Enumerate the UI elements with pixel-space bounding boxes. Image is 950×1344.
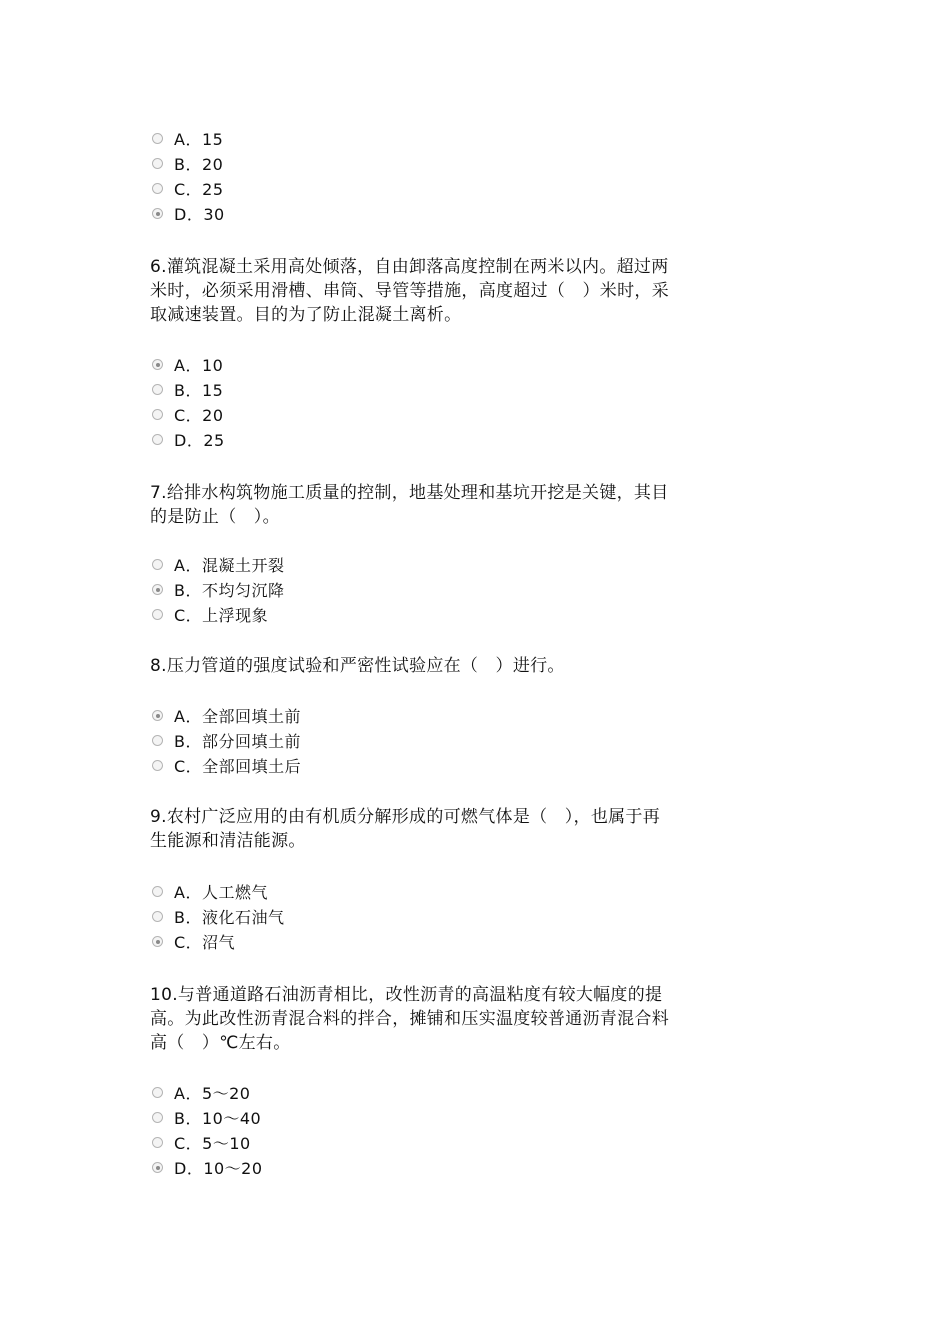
radio-button[interactable] [152, 1112, 163, 1123]
q10-option-b[interactable] [152, 1105, 261, 1130]
option-label: B．10～40 [174, 1109, 262, 1128]
option-label: A．5～20 [174, 1084, 251, 1103]
radio-button[interactable] [152, 133, 163, 144]
q10-option-c[interactable] [152, 1130, 251, 1155]
option-label: B．不均匀沉降 [174, 581, 285, 600]
option-label: D．25 [174, 431, 225, 450]
question-8 [150, 654, 800, 678]
question-10 [150, 983, 800, 1055]
question-line: 7.给排水构筑物施工质量的控制，地基处理和基坑开挖是关键，其目 [150, 483, 669, 503]
q8-option-b[interactable] [152, 728, 301, 753]
q9-option-a[interactable] [152, 879, 268, 904]
q7-option-a[interactable] [152, 552, 284, 577]
option-label: B．部分回填土前 [174, 732, 301, 751]
question-7 [150, 481, 800, 529]
radio-button[interactable] [152, 886, 163, 897]
option-label: A．15 [174, 130, 224, 149]
option-label: B．15 [174, 381, 224, 400]
radio-button[interactable] [152, 609, 163, 620]
question-line: 取减速装置。目的为了防止混凝土离析。 [150, 305, 462, 325]
radio-button[interactable] [152, 1162, 163, 1173]
radio-button[interactable] [152, 409, 163, 420]
option-label: C．5～10 [174, 1134, 251, 1153]
option-label: B．20 [174, 155, 224, 174]
radio-button[interactable] [152, 1137, 163, 1148]
q9-option-c[interactable] [152, 929, 235, 954]
question-line: 8.压力管道的强度试验和严密性试验应在（ ）进行。 [150, 656, 565, 676]
q6-option-c[interactable] [152, 402, 224, 427]
question-line: 10.与普通道路石油沥青相比，改性沥青的高温粘度有较大幅度的提 [150, 985, 663, 1005]
radio-button[interactable] [152, 735, 163, 746]
radio-button[interactable] [152, 584, 163, 595]
q9-option-b[interactable] [152, 904, 284, 929]
q7-option-c[interactable] [152, 602, 268, 627]
radio-button[interactable] [152, 359, 163, 370]
q5-option-b[interactable] [152, 151, 223, 176]
q5-option-c[interactable] [152, 176, 224, 201]
question-line: 高（ ）℃左右。 [150, 1033, 291, 1053]
q6-option-a[interactable] [152, 352, 223, 377]
radio-button[interactable] [152, 1087, 163, 1098]
q8-option-a[interactable] [152, 703, 301, 728]
radio-button[interactable] [152, 760, 163, 771]
option-label: A．全部回填土前 [174, 707, 301, 726]
question-line: 的是防止（ ）。 [150, 507, 280, 527]
question-line: 米时，必须采用滑槽、串筒、导管等措施，高度超过（ ）米时，采 [150, 281, 669, 301]
radio-button[interactable] [152, 710, 163, 721]
radio-button[interactable] [152, 384, 163, 395]
radio-button[interactable] [152, 183, 163, 194]
q10-option-a[interactable] [152, 1080, 251, 1105]
option-label: D．30 [174, 205, 225, 224]
question-line: 9.农村广泛应用的由有机质分解形成的可燃气体是（ ），也属于再 [150, 807, 661, 827]
option-label: C．上浮现象 [174, 606, 269, 625]
option-label: C．20 [174, 406, 224, 425]
q5-option-a[interactable] [152, 126, 223, 151]
q6-option-d[interactable] [152, 427, 225, 452]
q7-option-b[interactable] [152, 577, 284, 602]
question-6 [150, 255, 800, 327]
radio-button[interactable] [152, 208, 163, 219]
q5-option-d[interactable] [152, 201, 225, 226]
option-label: C．全部回填土后 [174, 757, 302, 776]
question-9 [150, 805, 800, 853]
q8-option-c[interactable] [152, 753, 301, 778]
option-label: C．25 [174, 180, 224, 199]
option-label: C．沼气 [174, 933, 236, 952]
radio-button[interactable] [152, 158, 163, 169]
question-line: 生能源和清洁能源。 [150, 831, 306, 851]
q10-option-d[interactable] [152, 1155, 263, 1180]
radio-button[interactable] [152, 559, 163, 570]
radio-button[interactable] [152, 936, 163, 947]
q6-option-b[interactable] [152, 377, 223, 402]
option-label: A．人工燃气 [174, 883, 268, 902]
radio-button[interactable] [152, 911, 163, 922]
option-label: A．混凝土开裂 [174, 556, 285, 575]
option-label: A．10 [174, 356, 224, 375]
option-label: B．液化石油气 [174, 908, 285, 927]
question-line: 6.灌筑混凝土采用高处倾落，自由卸落高度控制在两米以内。超过两 [150, 257, 669, 277]
question-line: 高。为此改性沥青混合料的拌合，摊铺和压实温度较普通沥青混合料 [150, 1009, 669, 1029]
option-label: D．10～20 [174, 1159, 263, 1178]
radio-button[interactable] [152, 434, 163, 445]
